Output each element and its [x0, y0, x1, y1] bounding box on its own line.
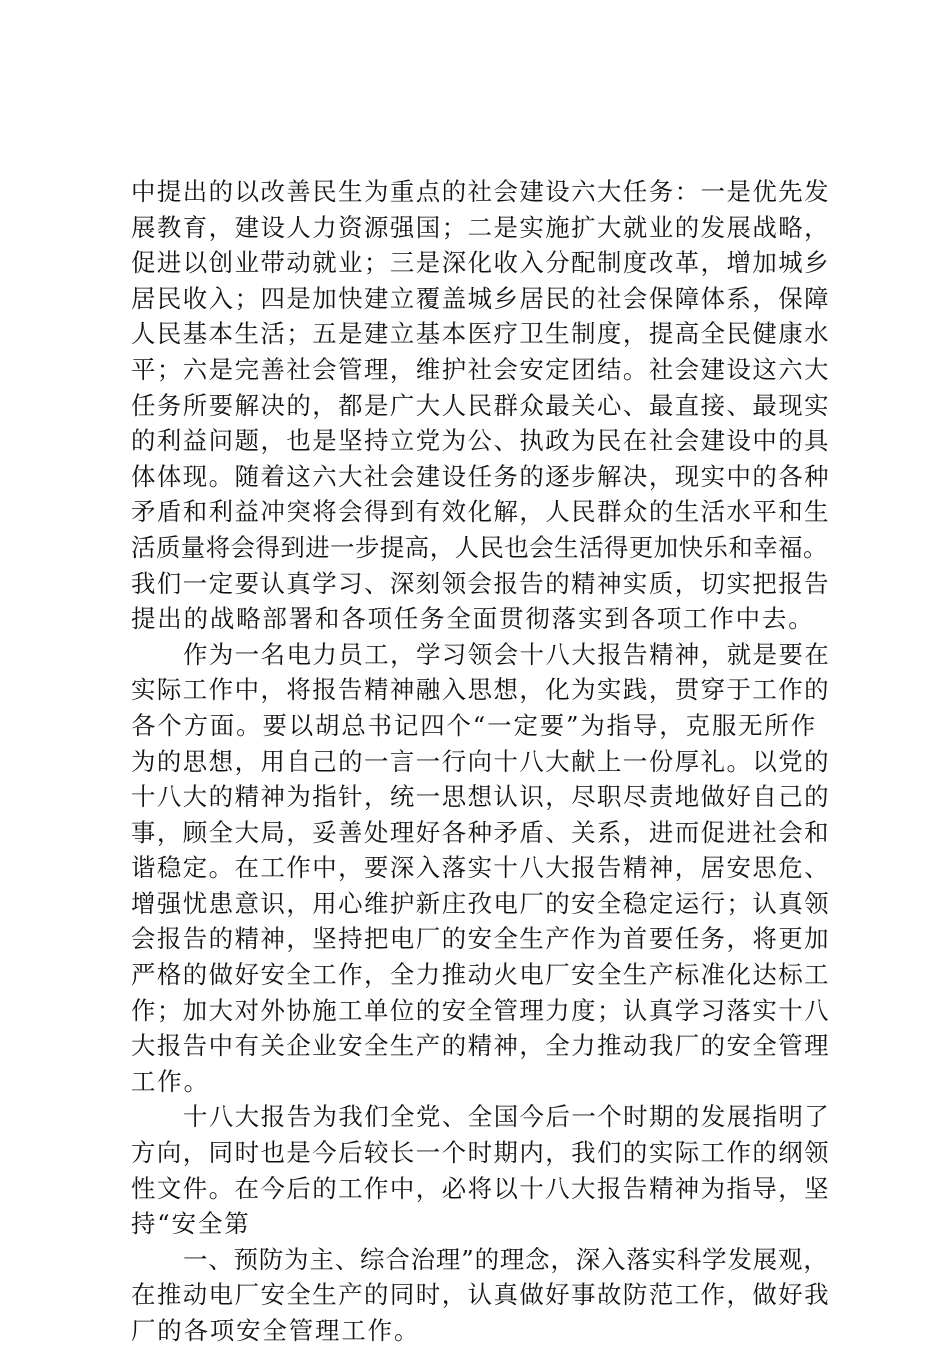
text-line: 体体现。随着这六大社会建设任务的逐步解决，现实中的各种 [131, 461, 831, 491]
text-line: 各个方面。要以胡总书记四个“一定要”为指导，克服无所作 [131, 710, 818, 740]
paragraph-first-line: 十八大报告为我们全党、全国今后一个时期的发展指明了 [183, 1102, 831, 1132]
text-line: 的利益问题，也是坚持立党为公、执政为民在社会建设中的具 [131, 426, 831, 456]
text-line: 在推动电厂安全生产的同时，认真做好事故防范工作，做好我 [131, 1280, 831, 1310]
text-line: 谐稳定。在工作中，要深入落实十八大报告精神，居安思危、 [131, 853, 831, 883]
paragraph-first-line: 作为一名电力员工，学习领会十八大报告精神，就是要在 [183, 639, 831, 669]
text-line: 严格的做好安全工作，全力推动火电厂安全生产标准化达标工 [131, 960, 831, 990]
text-line: 提出的战略部署和各项任务全面贯彻落实到各项工作中去。 [131, 604, 815, 634]
text-line: 中提出的以改善民生为重点的社会建设六大任务：一是优先发 [131, 177, 831, 206]
text-line: 矛盾和利益冲突将会得到有效化解，人民群众的生活水平和生 [131, 497, 831, 527]
text-line: 人民基本生活；五是建立基本医疗卫生制度，提高全民健康水 [131, 319, 831, 349]
text-line: 活质量将会得到进一步提高，人民也会生活得更加快乐和幸福。 [131, 532, 828, 562]
text-line: 实际工作中，将报告精神融入思想，化为实践，贯穿于工作的 [131, 675, 831, 705]
text-line: 工作。 [131, 1066, 210, 1096]
text-line: 会报告的精神，坚持把电厂的安全生产作为首要任务，将更加 [131, 924, 831, 954]
text-line: 作；加大对外协施工单位的安全管理力度；认真学习落实十八 [131, 995, 831, 1025]
text-line: 平；六是完善社会管理，维护社会安定团结。社会建设这六大 [131, 354, 831, 384]
text-line: 性文件。在今后的工作中，必将以十八大报告精神为指导，坚 [131, 1173, 831, 1203]
text-line: 促进以创业带动就业；三是深化收入分配制度改革，增加城乡 [131, 248, 831, 278]
body-text [131, 174, 831, 1349]
text-line: 事，顾全大局，妥善处理好各种矛盾、关系，进而促进社会和 [131, 817, 831, 847]
text-line: 为的思想，用自己的一言一行向十八大献上一份厚礼。以党的 [131, 746, 831, 776]
text-line: 持“安全第 [131, 1209, 251, 1239]
text-line: 厂的各项安全管理工作。 [131, 1316, 421, 1345]
paragraph-first-line: 一、预防为主、综合治理”的理念，深入落实科学发展观， [183, 1244, 829, 1274]
text-line: 我们一定要认真学习、深刻领会报告的精神实质，切实把报告 [131, 568, 831, 598]
text-line: 增强忧患意识，用心维护新庄孜电厂的安全稳定运行；认真领 [131, 888, 831, 918]
text-line: 十八大的精神为指针，统一思想认识，尽职尽责地做好自己的 [131, 782, 831, 812]
text-line: 大报告中有关企业安全生产的精神，全力推动我厂的安全管理 [131, 1031, 831, 1061]
text-line: 展教育，建设人力资源强国；二是实施扩大就业的发展战略， [131, 212, 831, 242]
text-line: 方向，同时也是今后较长一个时期内，我们的实际工作的纲领 [131, 1138, 831, 1168]
text-line: 居民收入；四是加快建立覆盖城乡居民的社会保障体系，保障 [131, 283, 831, 313]
text-line: 任务所要解决的，都是广大人民群众最关心、最直接、最现实 [131, 390, 831, 420]
